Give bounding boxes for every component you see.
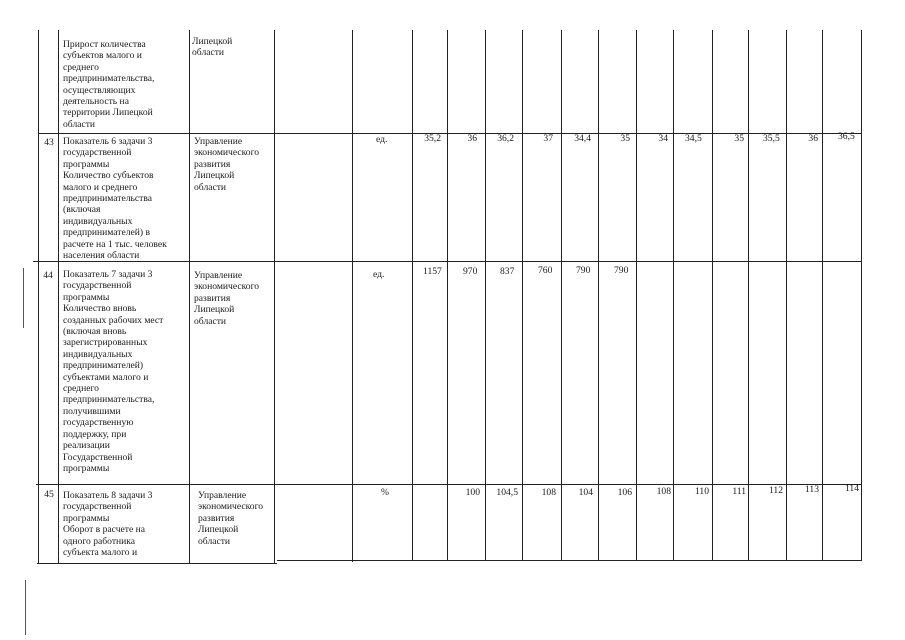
col-divider: [485, 30, 486, 561]
col-divider: [822, 30, 823, 561]
value-cell: 35,5: [763, 133, 780, 144]
col-divider: [58, 30, 59, 564]
value-cell: 790: [576, 265, 591, 276]
col-divider: [598, 30, 599, 561]
value-cell: 35: [620, 133, 630, 144]
row-divider: [36, 484, 862, 485]
responsible-cell: Управление экономического развития Липецкой области: [194, 270, 260, 327]
value-cell: 37: [543, 133, 553, 144]
row-number: 43: [44, 137, 54, 148]
col-divider: [636, 30, 637, 561]
unit-cell: ед.: [373, 269, 385, 280]
value-cell: 110: [694, 486, 709, 497]
col-divider: [561, 30, 562, 561]
col-divider: [786, 30, 787, 561]
value-cell: 108: [656, 486, 671, 497]
value-cell: 36,2: [497, 133, 514, 144]
col-divider: [748, 30, 749, 561]
value-cell: 34,4: [574, 133, 591, 144]
value-cell: 34,5: [685, 133, 702, 144]
value-cell: 104: [578, 487, 593, 498]
value-cell: 36,5: [838, 131, 855, 142]
value-cell: 114: [844, 483, 859, 494]
value-cell: 108: [541, 487, 556, 498]
indicator-cell: Показатель 7 задачи 3 государственной программы Количество вновь созданных рабочих мест (включая вновь зарегистрированных индивидуальных предпринимателей) субъектами малого и среднего предпринимательства, получившими государственную поддержку, при реализации Государственной программы: [63, 269, 164, 474]
value-cell: 112: [768, 485, 783, 496]
col-divider: [861, 30, 862, 561]
col-divider: [352, 30, 353, 562]
unit-cell: %: [381, 487, 389, 498]
indicator-cell: Прирост количества субъектов малого и среднего предпринимательства, осуществляющих деятельность на территории Липецкой области: [63, 39, 155, 130]
indicator-cell: Показатель 8 задачи 3 государственной программы Оборот в расчете на одного работника субъекта малого и: [63, 490, 153, 559]
row-divider: [37, 563, 277, 564]
value-cell: 36: [808, 133, 818, 144]
col-divider: [274, 30, 275, 564]
value-cell: 970: [463, 266, 478, 277]
responsible-cell: Липецкой области: [192, 36, 233, 59]
value-cell: 35: [734, 133, 744, 144]
value-cell: 111: [732, 486, 746, 497]
value-cell: 36: [467, 133, 477, 144]
value-cell: 760: [538, 265, 553, 276]
row-number: 45: [44, 489, 54, 500]
col-divider: [712, 30, 713, 561]
col-divider: [412, 30, 413, 561]
value-cell: 34: [658, 133, 668, 144]
value-cell: 106: [617, 487, 632, 498]
responsible-cell: Управление экономического развития Липецкой области: [194, 136, 260, 193]
value-cell: 837: [500, 266, 515, 277]
indicator-cell: Показатель 6 задачи 3 государственной программы Количество субъектов малого и среднего предпринимательства (включая индивидуальных предпринимателей) в расчете на 1 тыс. человек населения области: [63, 136, 167, 262]
value-cell: 790: [614, 265, 629, 276]
col-divider: [673, 30, 674, 561]
row-divider: [277, 560, 862, 561]
value-cell: 1157: [423, 266, 442, 277]
value-cell: 35,2: [424, 133, 441, 144]
col-divider: [38, 30, 39, 564]
unit-cell: ед.: [376, 134, 388, 145]
row-number: 44: [43, 270, 53, 281]
col-divider: [447, 30, 448, 561]
scan-artifact: [23, 268, 24, 328]
col-divider: [189, 30, 190, 564]
responsible-cell: Управление экономического развития Липецкой области: [198, 490, 264, 547]
value-cell: 104,5: [496, 487, 518, 498]
col-divider: [522, 30, 523, 561]
value-cell: 113: [804, 484, 819, 495]
value-cell: 100: [465, 487, 480, 498]
scan-artifact: [25, 580, 26, 635]
